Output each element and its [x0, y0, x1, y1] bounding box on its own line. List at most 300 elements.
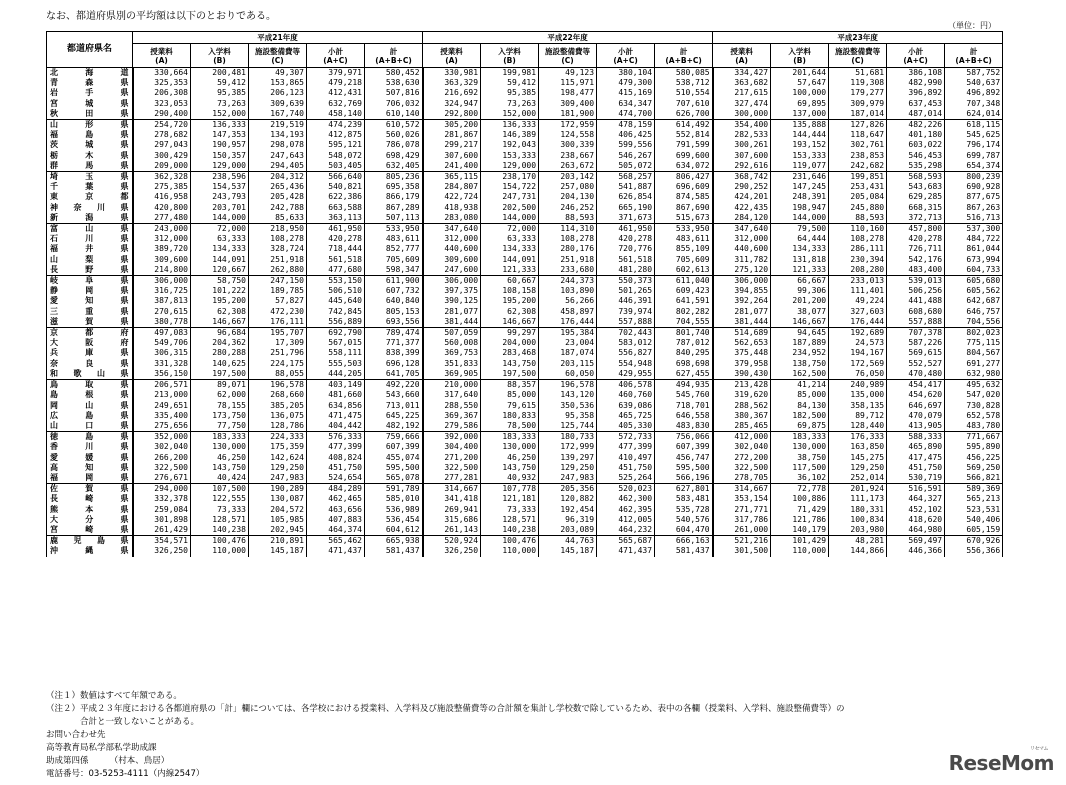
amount-cell: 192,454	[539, 505, 597, 515]
amount-cell: 472,230	[249, 307, 307, 317]
amount-cell: 552,814	[655, 130, 713, 140]
amount-cell: 665,938	[365, 536, 423, 547]
prefecture-name: 兵庫県	[47, 348, 133, 358]
amount-cell: 604,733	[945, 265, 1003, 276]
amount-cell: 175,359	[249, 442, 307, 452]
amount-cell: 496,892	[945, 88, 1003, 98]
column-header-code: (A+C)	[903, 55, 928, 65]
amount-cell: 203,142	[539, 172, 597, 183]
amount-cell: 507,816	[365, 88, 423, 98]
amount-cell: 51,681	[829, 68, 887, 79]
amount-cell: 121,333	[771, 265, 829, 276]
amount-cell: 545,625	[945, 130, 1003, 140]
amount-cell: 60,050	[539, 369, 597, 380]
amount-cell: 195,200	[191, 296, 249, 306]
amount-cell: 206,308	[133, 88, 191, 98]
prefecture-name: 新潟県	[47, 213, 133, 224]
amount-cell: 637,453	[887, 99, 945, 109]
amount-cell: 557,888	[887, 317, 945, 328]
prefecture-name: 秋田県	[47, 109, 133, 120]
amount-cell: 492,220	[365, 380, 423, 391]
amount-cell: 176,444	[829, 317, 887, 328]
amount-cell: 58,750	[191, 276, 249, 287]
logo-subtext: リセマム	[1030, 746, 1048, 752]
amount-cell: 718,701	[655, 401, 713, 411]
amount-cell: 556,889	[307, 317, 365, 328]
amount-cell: 277,281	[423, 473, 481, 484]
amount-cell: 565,687	[597, 536, 655, 547]
table-row	[47, 359, 1003, 369]
amount-cell: 362,328	[133, 172, 191, 183]
amount-cell: 397,375	[423, 286, 481, 296]
amount-cell: 195,384	[539, 328, 597, 339]
amount-cell: 110,000	[771, 546, 829, 556]
amount-cell: 546,453	[887, 151, 945, 161]
year-header: 平成23年度	[713, 32, 1003, 44]
amount-cell: 412,005	[597, 515, 655, 525]
amount-cell: 572,733	[597, 432, 655, 443]
amount-cell: 201,924	[829, 484, 887, 495]
prefecture-name: 山口県	[47, 421, 133, 432]
amount-cell: 88,593	[829, 213, 887, 224]
amount-cell: 471,437	[597, 546, 655, 556]
amount-cell: 298,078	[249, 140, 307, 150]
column-header-name: 小計	[908, 46, 924, 56]
amount-cell: 560,008	[423, 338, 481, 348]
amount-cell: 561,518	[307, 255, 365, 265]
amount-cell: 73,333	[481, 505, 539, 515]
amount-cell: 193,152	[771, 140, 829, 150]
column-header-name: 授業料	[150, 46, 173, 56]
amount-cell: 317,786	[713, 515, 771, 525]
amount-cell: 121,786	[771, 515, 829, 525]
amount-cell: 422,435	[713, 203, 771, 213]
amount-cell: 838,399	[365, 348, 423, 358]
table-row	[47, 421, 1003, 432]
amount-cell: 271,200	[423, 453, 481, 463]
table-row	[47, 296, 1003, 306]
amount-cell: 390,125	[423, 296, 481, 306]
amount-cell: 197,500	[481, 369, 539, 380]
amount-cell: 501,265	[597, 286, 655, 296]
amount-cell: 369,905	[423, 369, 481, 380]
amount-cell: 461,950	[597, 224, 655, 235]
column-header-name: 入学料	[788, 46, 811, 56]
amount-cell: 514,689	[713, 328, 771, 339]
column-header-code: (A+B+C)	[665, 55, 702, 65]
amount-cell: 629,285	[887, 192, 945, 202]
amount-cell: 478,159	[597, 120, 655, 131]
amount-cell: 707,378	[887, 328, 945, 339]
amount-cell: 192,689	[829, 328, 887, 339]
amount-cell: 525,264	[597, 473, 655, 484]
prefecture-name: 大阪府	[47, 338, 133, 348]
amount-cell: 510,554	[655, 88, 713, 98]
prefecture-name: 岐阜県	[47, 276, 133, 287]
amount-cell: 561,518	[597, 255, 655, 265]
amount-cell: 497,083	[133, 328, 191, 339]
column-header-name: 施設整備費等	[255, 46, 300, 56]
contact-line: 助成第四係 （村本、鳥居）	[46, 756, 170, 766]
column-header-code: (C)	[851, 55, 864, 65]
amount-cell: 595,500	[365, 463, 423, 473]
amount-cell: 330,981	[423, 68, 481, 79]
amount-cell: 536,989	[365, 505, 423, 515]
amount-cell: 691,277	[945, 359, 1003, 369]
amount-cell: 806,427	[655, 172, 713, 183]
amount-cell: 85,000	[771, 390, 829, 400]
prefecture-name: 熊本県	[47, 505, 133, 515]
column-header	[365, 44, 423, 68]
amount-cell: 181,900	[539, 109, 597, 120]
amount-cell: 36,102	[771, 473, 829, 484]
amount-cell: 371,673	[597, 213, 655, 224]
amount-cell: 271,771	[713, 505, 771, 515]
amount-cell: 144,444	[771, 130, 829, 140]
amount-cell: 247,600	[423, 265, 481, 276]
amount-cell: 334,427	[713, 68, 771, 79]
amount-cell: 805,236	[365, 172, 423, 183]
amount-cell: 244,373	[539, 276, 597, 287]
column-header	[307, 44, 365, 68]
prefecture-name: 和歌山県	[47, 369, 133, 380]
amount-cell: 259,084	[133, 505, 191, 515]
amount-cell: 405,330	[597, 421, 655, 432]
amount-cell: 119,077	[771, 161, 829, 172]
table-row	[47, 432, 1003, 443]
amount-cell: 263,672	[539, 161, 597, 172]
column-header-code: (A+C)	[613, 55, 638, 65]
amount-cell: 283,468	[481, 348, 539, 358]
amount-cell: 386,108	[887, 68, 945, 79]
prefecture-name: 沖縄県	[47, 546, 133, 556]
amount-cell: 146,667	[771, 317, 829, 328]
amount-cell: 861,044	[945, 244, 1003, 254]
amount-cell: 101,429	[771, 536, 829, 547]
table-row	[47, 348, 1003, 358]
amount-cell: 247,731	[481, 192, 539, 202]
amount-cell: 540,406	[945, 515, 1003, 525]
amount-cell: 417,475	[887, 453, 945, 463]
amount-cell: 444,205	[307, 369, 365, 380]
amount-cell: 627,455	[655, 369, 713, 380]
amount-cell: 536,454	[365, 515, 423, 525]
amount-cell: 129,250	[249, 463, 307, 473]
amount-cell: 580,085	[655, 68, 713, 79]
contact-line: 高等教育局私学部私学助成課	[46, 743, 157, 753]
table-row	[47, 78, 1003, 88]
amount-cell: 84,130	[771, 401, 829, 411]
amount-cell: 451,750	[597, 463, 655, 473]
amount-cell: 350,536	[539, 401, 597, 411]
amount-cell: 100,476	[191, 536, 249, 547]
amount-cell: 130,000	[771, 442, 829, 452]
amount-cell: 143,750	[481, 463, 539, 473]
amount-cell: 369,367	[423, 411, 481, 421]
amount-cell: 595,500	[655, 463, 713, 473]
amount-cell: 634,072	[655, 161, 713, 172]
amount-cell: 330,664	[133, 68, 191, 79]
prefecture-name: 岡山県	[47, 401, 133, 411]
amount-cell: 543,683	[887, 182, 945, 192]
amount-cell: 604,470	[655, 525, 713, 536]
amount-cell: 137,000	[771, 109, 829, 120]
amount-cell: 23,004	[539, 338, 597, 348]
table-row	[47, 505, 1003, 515]
amount-cell: 145,187	[539, 546, 597, 556]
amount-cell: 673,994	[945, 255, 1003, 265]
amount-cell: 300,000	[713, 109, 771, 120]
amount-cell: 543,660	[365, 390, 423, 400]
amount-cell: 515,673	[655, 213, 713, 224]
amount-cell: 598,347	[365, 265, 423, 276]
amount-cell: 192,043	[481, 140, 539, 150]
table-row	[47, 328, 1003, 339]
amount-cell: 446,391	[597, 296, 655, 306]
amount-cell: 516,591	[887, 484, 945, 495]
amount-cell: 460,760	[597, 390, 655, 400]
amount-cell: 150,357	[191, 151, 249, 161]
amount-cell: 495,632	[945, 380, 1003, 391]
amount-cell: 242,682	[829, 161, 887, 172]
amount-cell: 154,537	[191, 182, 249, 192]
table-row	[47, 380, 1003, 391]
amount-cell: 219,519	[249, 120, 307, 131]
amount-cell: 553,150	[307, 276, 365, 287]
amount-cell: 387,813	[133, 296, 191, 306]
amount-cell: 538,712	[655, 78, 713, 88]
amount-cell: 280,288	[191, 348, 249, 358]
column-header	[133, 44, 191, 68]
amount-cell: 233,013	[829, 276, 887, 287]
amount-cell: 24,573	[829, 338, 887, 348]
amount-cell: 290,400	[133, 109, 191, 120]
amount-cell: 131,818	[771, 255, 829, 265]
amount-cell: 372,713	[887, 213, 945, 224]
amount-cell: 696,609	[655, 182, 713, 192]
amount-cell: 269,941	[423, 505, 481, 515]
amount-cell: 380,104	[597, 68, 655, 79]
column-header-code: (B)	[793, 55, 806, 65]
column-header	[887, 44, 945, 68]
amount-cell: 441,488	[887, 296, 945, 306]
amount-cell: 309,600	[423, 255, 481, 265]
amount-cell: 327,603	[829, 307, 887, 317]
amount-cell: 690,928	[945, 182, 1003, 192]
amount-cell: 566,821	[945, 473, 1003, 484]
prefecture-name: 福井県	[47, 244, 133, 254]
amount-cell: 145,187	[249, 546, 307, 556]
amount-cell: 595,121	[307, 140, 365, 150]
amount-cell: 369,753	[423, 348, 481, 358]
amount-cell: 242,788	[249, 203, 307, 213]
table-row	[47, 286, 1003, 296]
amount-cell: 539,013	[887, 276, 945, 287]
amount-cell: 248,391	[771, 192, 829, 202]
table-row	[47, 234, 1003, 244]
amount-cell: 420,278	[597, 234, 655, 244]
amount-cell: 589,369	[945, 484, 1003, 495]
amount-cell: 368,742	[713, 172, 771, 183]
amount-cell: 115,971	[539, 78, 597, 88]
amount-cell: 706,032	[365, 99, 423, 109]
amount-cell: 199,981	[481, 68, 539, 79]
amount-cell: 624,014	[945, 109, 1003, 120]
amount-cell: 520,924	[423, 536, 481, 547]
amount-cell: 288,562	[713, 401, 771, 411]
amount-cell: 307,600	[713, 151, 771, 161]
amount-cell: 60,667	[481, 276, 539, 287]
amount-cell: 380,778	[133, 317, 191, 328]
amount-cell: 646,558	[655, 411, 713, 421]
amount-cell: 540,821	[307, 182, 365, 192]
amount-cell: 283,080	[423, 213, 481, 224]
amount-cell: 610,572	[365, 120, 423, 131]
amount-cell: 288,550	[423, 401, 481, 411]
amount-cell: 285,465	[713, 421, 771, 432]
amount-cell: 406,578	[597, 380, 655, 391]
table-row	[47, 244, 1003, 254]
amount-cell: 521,216	[713, 536, 771, 547]
table-row	[47, 255, 1003, 265]
note-line: 合計と一致しないことがある。	[46, 717, 200, 727]
column-header-name: 計	[679, 46, 688, 56]
amount-cell: 208,280	[829, 265, 887, 276]
amount-cell: 238,853	[829, 151, 887, 161]
amount-cell: 41,214	[771, 380, 829, 391]
amount-cell: 634,856	[307, 401, 365, 411]
amount-cell: 142,624	[249, 453, 307, 463]
amount-cell: 119,308	[829, 78, 887, 88]
amount-cell: 147,353	[191, 130, 249, 140]
table-row	[47, 68, 1003, 79]
amount-cell: 247,983	[539, 473, 597, 484]
amount-cell: 546,267	[597, 151, 655, 161]
amount-cell: 692,790	[307, 328, 365, 339]
column-header-name: 授業料	[440, 46, 463, 56]
amount-cell: 568,257	[597, 172, 655, 183]
amount-cell: 420,800	[133, 203, 191, 213]
amount-cell: 471,437	[307, 546, 365, 556]
amount-cell: 203,980	[829, 525, 887, 536]
amount-cell: 611,900	[365, 276, 423, 287]
year-header: 平成21年度	[133, 32, 423, 44]
amount-cell: 204,572	[249, 505, 307, 515]
amount-cell: 482,192	[365, 421, 423, 432]
table-row	[47, 192, 1003, 202]
amount-cell: 261,143	[423, 525, 481, 536]
amount-cell: 134,333	[191, 244, 249, 254]
amount-cell: 389,720	[133, 244, 191, 254]
amount-cell: 152,000	[191, 109, 249, 120]
amount-cell: 581,437	[655, 546, 713, 556]
amount-cell: 585,010	[365, 494, 423, 504]
amount-cell: 462,300	[597, 494, 655, 504]
amount-cell: 312,000	[423, 234, 481, 244]
amount-cell: 547,020	[945, 390, 1003, 400]
amount-cell: 139,297	[539, 453, 597, 463]
amount-cell: 275,120	[713, 265, 771, 276]
amount-cell: 179,277	[829, 88, 887, 98]
amount-cell: 108,158	[481, 286, 539, 296]
amount-cell: 523,531	[945, 505, 1003, 515]
amount-cell: 482,990	[887, 78, 945, 88]
amount-cell: 196,578	[249, 380, 307, 391]
amount-cell: 640,840	[365, 296, 423, 306]
amount-cell: 568,593	[887, 172, 945, 183]
amount-cell: 127,826	[829, 120, 887, 131]
amount-cell: 381,444	[713, 317, 771, 328]
amount-cell: 172,569	[829, 359, 887, 369]
amount-cell: 542,176	[887, 255, 945, 265]
table-row	[47, 109, 1003, 120]
amount-cell: 699,787	[945, 151, 1003, 161]
column-header-name: 授業料	[730, 46, 753, 56]
amount-cell: 247,643	[249, 151, 307, 161]
amount-cell: 645,225	[365, 411, 423, 421]
amount-cell: 190,289	[249, 484, 307, 495]
amount-cell: 290,252	[713, 182, 771, 192]
amount-cell: 302,761	[829, 140, 887, 150]
amount-cell: 224,175	[249, 359, 307, 369]
amount-cell: 88,357	[481, 380, 539, 391]
amount-cell: 204,312	[249, 172, 307, 183]
prefecture-name: 北海道	[47, 68, 133, 79]
amount-cell: 412,875	[307, 130, 365, 140]
column-header-name: 入学料	[498, 46, 521, 56]
amount-cell: 775,115	[945, 338, 1003, 348]
amount-cell: 176,444	[539, 317, 597, 328]
amount-cell: 301,898	[133, 515, 191, 525]
amount-cell: 614,492	[655, 120, 713, 131]
amount-cell: 591,789	[365, 484, 423, 495]
amount-cell: 265,436	[249, 182, 307, 192]
prefecture-name: 大分県	[47, 515, 133, 525]
amount-cell: 62,308	[481, 307, 539, 317]
column-header	[481, 44, 539, 68]
amount-cell: 300,429	[133, 151, 191, 161]
amount-cell: 720,776	[597, 244, 655, 254]
amount-cell: 705,609	[655, 255, 713, 265]
column-header	[771, 44, 829, 68]
amount-cell: 461,950	[307, 224, 365, 235]
amount-cell: 332,378	[133, 494, 191, 504]
column-header-code: (A+B+C)	[955, 55, 992, 65]
amount-cell: 95,358	[539, 411, 597, 421]
amount-cell: 588,333	[887, 432, 945, 443]
column-header	[713, 44, 771, 68]
amount-cell: 347,640	[423, 224, 481, 235]
prefecture-name: 青森県	[47, 78, 133, 88]
amount-cell: 867,263	[945, 203, 1003, 213]
amount-cell: 802,282	[655, 307, 713, 317]
amount-cell: 240,989	[829, 380, 887, 391]
amount-cell: 94,645	[771, 328, 829, 339]
amount-cell: 698,429	[365, 151, 423, 161]
prefecture-name: 石川県	[47, 234, 133, 244]
table-row	[47, 411, 1003, 421]
amount-cell: 129,000	[481, 161, 539, 172]
amount-cell: 238,170	[481, 172, 539, 183]
amount-cell: 69,895	[771, 99, 829, 109]
prefecture-name: 福岡県	[47, 473, 133, 484]
amount-cell: 506,256	[887, 286, 945, 296]
amount-cell: 249,651	[133, 401, 191, 411]
amount-cell: 153,333	[481, 151, 539, 161]
amount-cell: 202,500	[481, 203, 539, 213]
amount-cell: 143,750	[481, 359, 539, 369]
amount-cell: 558,111	[307, 348, 365, 358]
